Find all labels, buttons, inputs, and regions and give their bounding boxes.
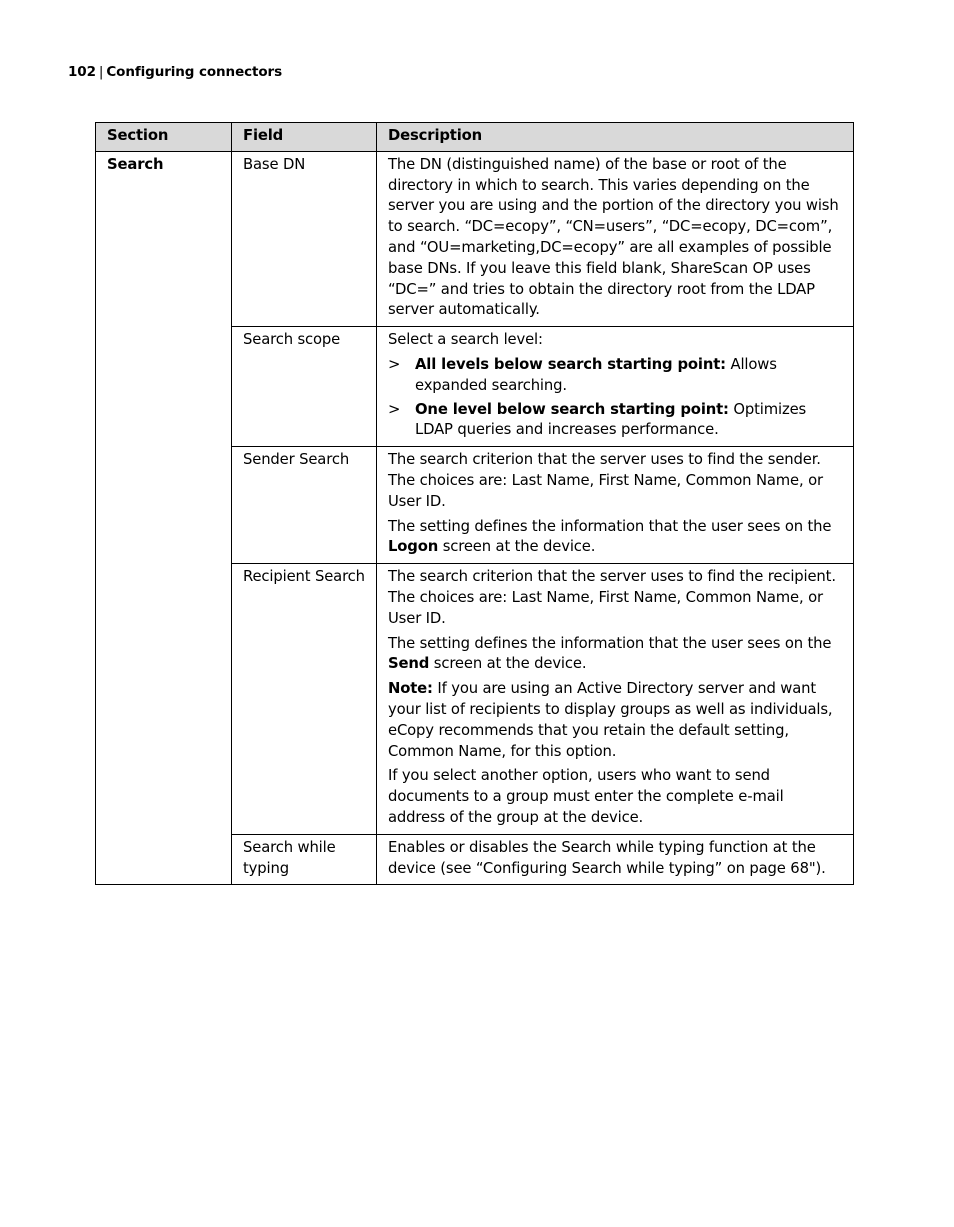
bullet-marker: > — [388, 355, 401, 373]
screen-name: Logon — [388, 538, 439, 556]
text-run: The setting defines the information that the user sees on the — [388, 634, 832, 652]
list-item — [388, 400, 843, 442]
field-cell: Base DN — [232, 151, 377, 326]
text-run: screen at the device. — [429, 655, 587, 673]
description-text — [388, 517, 843, 559]
field-cell: Search while typing — [232, 834, 377, 885]
header-separator: | — [98, 64, 104, 80]
note-text: If you are using an Active Directory server and want your list of recipients to display groups as well as individuals, eCopy recommends that you retain the default setting, Common Name, for this option. — [388, 680, 833, 760]
description-cell — [377, 564, 854, 835]
column-header-section: Section — [96, 123, 232, 152]
list-item — [388, 355, 843, 397]
search-level-list — [388, 355, 843, 441]
bullet-text: Allows expanded searching. — [415, 355, 777, 394]
section-cell: Search — [96, 151, 232, 885]
column-header-description: Description — [377, 123, 854, 152]
bullet-marker: > — [388, 400, 401, 418]
description-cell — [377, 834, 854, 885]
note-paragraph — [388, 679, 843, 762]
description-text — [388, 634, 843, 676]
screen-name: Send — [388, 655, 430, 673]
text-run: screen at the device. — [438, 538, 596, 556]
description-text: If you select another option, users who want to send documents to a group must enter the complete e-mail address of the group at the device. — [388, 767, 784, 826]
note-label: Note: — [388, 680, 433, 698]
table-row — [96, 151, 854, 326]
description-text: The search criterion that the server uses to find the recipient. The choices are: Last Name, First Name, Common Name, or User ID. — [388, 568, 836, 627]
bullet-term: One level below search starting point: — [415, 400, 729, 418]
table-header-row — [96, 123, 854, 152]
description-cell — [377, 151, 854, 326]
search-settings-table — [95, 122, 854, 885]
description-intro: Select a search level: — [388, 331, 543, 349]
bullet-text: Optimizes LDAP queries and increases performance. — [415, 400, 807, 439]
description-text: Enables or disables the Search while typing function at the device (see “Configuring Search while typing” on page 68"). — [388, 838, 826, 877]
text-run: The setting defines the information that the user sees on the — [388, 517, 832, 535]
description-cell — [377, 327, 854, 447]
description-text: The search criterion that the server uses to find the sender. The choices are: Last Name, First Name, Common Name, or User ID. — [388, 451, 823, 510]
page-number: 102 — [68, 64, 96, 80]
field-cell: Recipient Search — [232, 564, 377, 835]
bullet-term: All levels below search starting point: — [415, 355, 726, 373]
column-header-field: Field — [232, 123, 377, 152]
field-cell: Sender Search — [232, 447, 377, 564]
field-cell: Search scope — [232, 327, 377, 447]
description-text: The DN (distinguished name) of the base or root of the directory in which to search. This varies depending on the server you are using and the portion of the directory you wish to search. “DC=ecopy”, “CN=users”, “DC=ecopy, DC=com”, and “OU=marketing,DC=ecopy” are all examples of possible base DNs. If you leave this field blank, ShareScan OP uses “DC=” and tries to obtain the directory root from the LDAP server automatically. — [388, 155, 839, 319]
running-header — [68, 64, 282, 80]
description-cell — [377, 447, 854, 564]
chapter-title: Configuring connectors — [106, 64, 283, 80]
